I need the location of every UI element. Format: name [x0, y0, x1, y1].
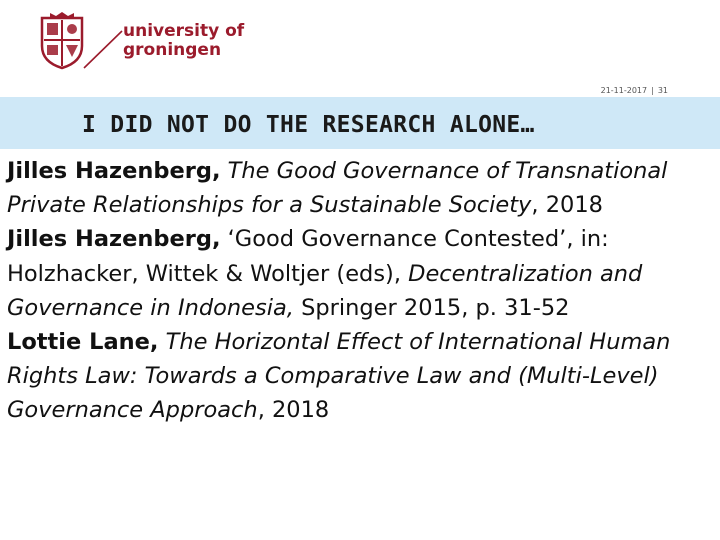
reference-author: Lottie Lane, [7, 329, 159, 356]
reference-book-title: Decentralization and Governance in Indonesia, [7, 260, 643, 321]
reference-item [7, 222, 717, 325]
logo-line-2: groningen [123, 40, 222, 60]
logo-slash-icon [82, 28, 126, 70]
reference-quoted-title: ‘Good Governance Contested’, [227, 226, 574, 253]
reference-in-text: in: Holzhacker, Wittek & Woltjer (eds), [7, 226, 609, 287]
references-list [7, 154, 717, 428]
reference-suffix: , 2018 [257, 397, 330, 424]
reference-suffix: Springer 2015, p. 31-52 [301, 294, 570, 321]
reference-suffix: , 2018 [531, 192, 603, 219]
slide-title: I DID NOT DO THE RESEARCH ALONE… [82, 112, 535, 138]
slide-meta [601, 86, 668, 95]
reference-item [7, 154, 717, 222]
university-logo-text [123, 22, 244, 60]
slide-date: 21-11-2017 [600, 86, 648, 95]
slide-header [0, 0, 720, 82]
reference-item [7, 325, 717, 428]
university-crest-icon [38, 12, 86, 70]
reference-author: Jilles Hazenberg, [7, 226, 221, 253]
logo-line-1: university of [123, 21, 245, 41]
reference-title: The Good Governance of Transnational Private Relationships for a Sustainable Society [7, 158, 668, 219]
meta-separator: | [651, 86, 654, 95]
slide-page-number: 31 [657, 86, 668, 95]
reference-title: The Horizontal Effect of International Human Rights Law: Towards a Comparative Law and (Multi-Level) Governance Approach [7, 329, 671, 424]
reference-author: Jilles Hazenberg, [7, 158, 221, 184]
